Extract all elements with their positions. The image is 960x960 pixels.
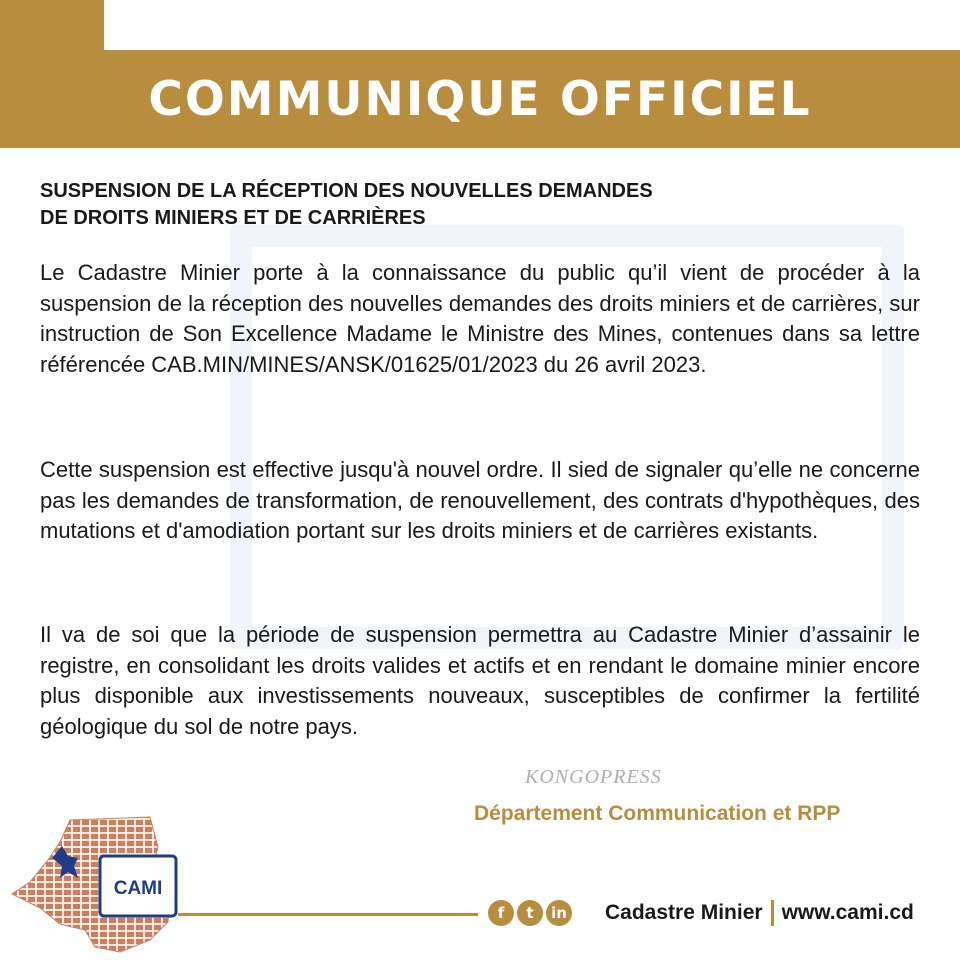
- paragraph-1: Le Cadastre Minier porte à la connaissance du public qu’il vient de procéder à la suspension de la réception des nouvelles demandes des droits miniers et de carrières, sur instruction de Son Excellence Madame le Ministre des Mines, contenues dans sa lettre référencée CAB.MIN/MINES/ANSK/01625/01/2023 du 26 avril 2023.: [40, 260, 920, 377]
- subject-line-1: SUSPENSION DE LA RÉCEPTION DES NOUVELLES DEMANDES: [40, 180, 653, 202]
- footer-contact: [605, 900, 914, 926]
- linkedin-icon[interactable]: in: [546, 900, 572, 926]
- header-banner: [0, 50, 960, 148]
- page-title: COMMUNIQUE OFFICIEL: [148, 71, 812, 127]
- org-name: Cadastre Minier: [605, 901, 763, 924]
- department-signature: Département Communication et RPP: [474, 802, 841, 825]
- facebook-icon[interactable]: f: [488, 900, 514, 926]
- footer-divider: [178, 913, 478, 916]
- social-icons: [488, 900, 572, 926]
- cami-logo-text: CAMI: [113, 878, 163, 899]
- website-link[interactable]: www.cami.cd: [781, 901, 914, 924]
- footer-separator: [771, 900, 774, 926]
- twitter-icon[interactable]: t: [517, 900, 543, 926]
- subject-line-2: DE DROITS MINIERS ET DE CARRIÈRES: [40, 207, 426, 229]
- drc-map-logo: [0, 812, 185, 957]
- paragraph-2: Cette suspension est effective jusqu'à nouvel ordre. Il sied de signaler qu’elle ne concerne pas les demandes de transformation, de renouvellement, des contrats d'hypothèques, des mutations et d'amodiation portant sur les droits miniers et de carrières existants.: [40, 457, 920, 543]
- credit-watermark: KONGOPRESS: [525, 766, 662, 788]
- paragraph-3: Il va de soi que la période de suspension permettra au Cadastre Minier d’assainir le registre, en consolidant les droits valides et actifs et en rendant le domaine minier encore plus disponible aux investissements nouveaux, susceptibles de confirmer la fertilité géologique du sol de notre pays.: [40, 622, 920, 739]
- subject-heading: [40, 178, 840, 232]
